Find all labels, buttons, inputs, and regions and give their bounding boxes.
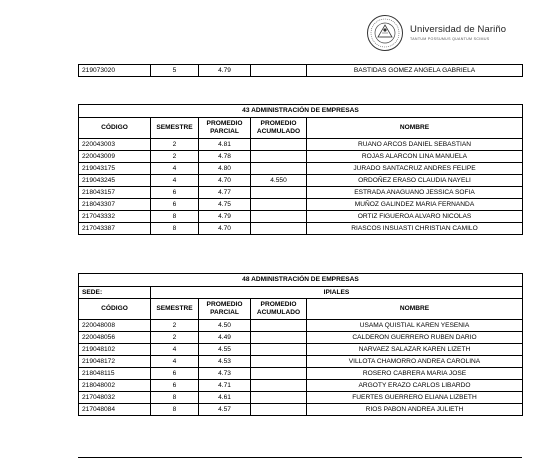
cell-semestre: 2	[151, 151, 199, 163]
col-semestre: SEMESTRE	[151, 118, 199, 139]
cell-codigo: 219048172	[79, 356, 151, 368]
table-row	[79, 151, 523, 163]
section-43-table	[78, 104, 523, 235]
cell-acumulado	[251, 368, 307, 380]
cell-codigo: 219073020	[79, 65, 151, 77]
cell-codigo: 219043245	[79, 175, 151, 187]
table-row	[79, 199, 523, 211]
cell-acumulado	[251, 187, 307, 199]
cell-codigo: 220043009	[79, 151, 151, 163]
table-row	[79, 163, 523, 175]
cell-nombre: RIOS PABON ANDREA JULIETH	[307, 404, 523, 416]
cell-parcial: 4.79	[199, 65, 251, 77]
cell-nombre: NARVAEZ SALAZAR KAREN LIZETH	[307, 344, 523, 356]
cell-acumulado	[251, 211, 307, 223]
cell-codigo: 220043003	[79, 139, 151, 151]
cell-semestre: 4	[151, 163, 199, 175]
cell-acumulado	[251, 380, 307, 392]
col-promedio-parcial: PROMEDIO PARCIAL	[199, 299, 251, 320]
cell-parcial: 4.61	[199, 392, 251, 404]
cell-nombre: CALDERON GUERRERO RUBEN DARIO	[307, 332, 523, 344]
cell-semestre: 6	[151, 380, 199, 392]
cell-acumulado	[251, 320, 307, 332]
cell-parcial: 4.57	[199, 404, 251, 416]
cell-acumulado: 4.550	[251, 175, 307, 187]
table-row	[79, 344, 523, 356]
table-row	[79, 187, 523, 199]
table-row	[79, 211, 523, 223]
col-nombre: NOMBRE	[307, 118, 523, 139]
table-row	[79, 356, 523, 368]
cell-codigo: 220048056	[79, 332, 151, 344]
cell-nombre: USAMA QUISTIAL KAREN YESENIA	[307, 320, 523, 332]
col-nombre: NOMBRE	[307, 299, 523, 320]
col-promedio-acumulado: PROMEDIO ACUMULADO	[251, 118, 307, 139]
cell-codigo: 218043307	[79, 199, 151, 211]
cell-semestre: 2	[151, 320, 199, 332]
cell-parcial: 4.81	[199, 139, 251, 151]
cell-acumulado	[251, 223, 307, 235]
table-row	[79, 380, 523, 392]
cell-parcial: 4.70	[199, 223, 251, 235]
cell-nombre: ROJAS ALARCON LINA MANUELA	[307, 151, 523, 163]
university-name: Universidad de Nariño	[410, 24, 507, 35]
cell-nombre: JURADO SANTACRUZ ANDRES FELIPE	[307, 163, 523, 175]
cell-semestre: 4	[151, 175, 199, 187]
cell-codigo: 219048102	[79, 344, 151, 356]
cell-acumulado	[251, 356, 307, 368]
cell-nombre: VILLOTA CHAMORRO ANDREA CAROLINA	[307, 356, 523, 368]
cell-parcial: 4.80	[199, 163, 251, 175]
cell-nombre: MUÑOZ GALINDEZ MARIA FERNANDA	[307, 199, 523, 211]
cell-semestre: 6	[151, 187, 199, 199]
cell-nombre: RUANO ARCOS DANIEL SEBASTIAN	[307, 139, 523, 151]
cell-nombre: FUERTES GUERRERO ELIANA LIZBETH	[307, 392, 523, 404]
cell-parcial: 4.70	[199, 175, 251, 187]
table-row	[79, 332, 523, 344]
col-promedio-acumulado: PROMEDIO ACUMULADO	[251, 299, 307, 320]
cell-semestre: 8	[151, 211, 199, 223]
cell-acumulado	[251, 139, 307, 151]
university-motto: TANTUM POSSUMUS QUANTUM SCIMUS	[410, 37, 490, 41]
cell-codigo: 217048032	[79, 392, 151, 404]
col-codigo: CÓDIGO	[79, 299, 151, 320]
cell-semestre: 4	[151, 356, 199, 368]
section-title: 43 ADMINISTRACIÓN DE EMPRESAS	[79, 105, 523, 118]
cell-semestre: 5	[151, 65, 199, 77]
table-row	[79, 223, 523, 235]
cell-codigo: 218048002	[79, 380, 151, 392]
table-row	[79, 392, 523, 404]
cell-parcial: 4.75	[199, 199, 251, 211]
cell-acumulado	[251, 344, 307, 356]
cell-nombre: ORDOÑEZ ERASO CLAUDIA NAYELI	[307, 175, 523, 187]
cell-parcial: 4.49	[199, 332, 251, 344]
table-row	[79, 368, 523, 380]
cell-nombre: ROSERO CABRERA MARIA JOSE	[307, 368, 523, 380]
university-brand	[410, 24, 528, 41]
cell-parcial: 4.78	[199, 151, 251, 163]
cell-acumulado	[251, 163, 307, 175]
cell-codigo: 218048115	[79, 368, 151, 380]
cell-semestre: 8	[151, 404, 199, 416]
cell-acumulado	[251, 404, 307, 416]
table-row	[79, 139, 523, 151]
cell-codigo: 220048008	[79, 320, 151, 332]
cell-codigo: 217043387	[79, 223, 151, 235]
cell-parcial: 4.53	[199, 356, 251, 368]
top-partial-table	[78, 64, 523, 77]
cell-codigo: 217043332	[79, 211, 151, 223]
table-row	[79, 320, 523, 332]
section-48-table	[78, 273, 523, 416]
cell-codigo: 217048084	[79, 404, 151, 416]
cell-acumulado	[251, 392, 307, 404]
cell-parcial: 4.71	[199, 380, 251, 392]
cell-nombre: ORTIZ FIGUEROA ALVARO NICOLAS	[307, 211, 523, 223]
cell-codigo: 219043175	[79, 163, 151, 175]
cell-nombre: BASTIDAS GOMEZ ANGELA GABRIELA	[307, 65, 523, 77]
col-promedio-parcial: PROMEDIO PARCIAL	[199, 118, 251, 139]
cell-acumulado	[251, 65, 307, 77]
cell-parcial: 4.73	[199, 368, 251, 380]
cell-nombre: ESTRADA ANAGUANO JESSICA SOFIA	[307, 187, 523, 199]
table-row	[79, 65, 523, 77]
cell-parcial: 4.79	[199, 211, 251, 223]
section-title: 48 ADMINISTRACIÓN DE EMPRESAS	[79, 274, 523, 287]
table-row	[79, 175, 523, 187]
cell-acumulado	[251, 199, 307, 211]
cell-nombre: ARGOTY ERAZO CARLOS LIBARDO	[307, 380, 523, 392]
cell-acumulado	[251, 151, 307, 163]
cell-semestre: 6	[151, 199, 199, 211]
sede-value: IPIALES	[151, 287, 523, 299]
col-semestre: SEMESTRE	[151, 299, 199, 320]
cell-parcial: 4.77	[199, 187, 251, 199]
cell-parcial: 4.55	[199, 344, 251, 356]
table-row	[79, 404, 523, 416]
cell-semestre: 4	[151, 344, 199, 356]
next-table-edge	[78, 457, 522, 458]
cell-semestre: 2	[151, 332, 199, 344]
cell-codigo: 218043157	[79, 187, 151, 199]
cell-semestre: 6	[151, 368, 199, 380]
cell-parcial: 4.50	[199, 320, 251, 332]
cell-nombre: RIASCOS INSUASTI CHRISTIAN CAMILO	[307, 223, 523, 235]
cell-semestre: 2	[151, 139, 199, 151]
sede-label: SEDE:	[79, 287, 151, 299]
col-codigo: CÓDIGO	[79, 118, 151, 139]
cell-semestre: 8	[151, 223, 199, 235]
cell-acumulado	[251, 332, 307, 344]
cell-semestre: 8	[151, 392, 199, 404]
university-seal-icon	[366, 14, 404, 52]
